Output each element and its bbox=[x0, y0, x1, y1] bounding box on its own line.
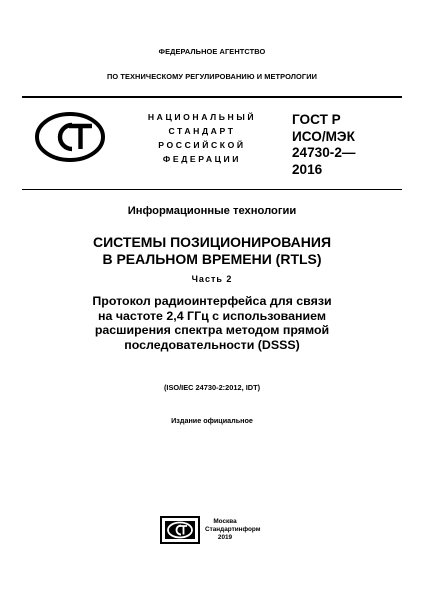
publisher-info: Москва Стандартинформ 2019 bbox=[205, 518, 261, 541]
national-standard-line1: НАЦИОНАЛЬНЫЙ bbox=[147, 112, 257, 122]
agency-name-line2: ПО ТЕХНИЧЕСКОМУ РЕГУЛИРОВАНИЮ И МЕТРОЛОГИИ bbox=[106, 72, 318, 81]
part-number: Часть 2 bbox=[191, 274, 233, 284]
main-title: СИСТЕМЫ ПОЗИЦИОНИРОВАНИЯ В РЕАЛЬНОМ ВРЕМЕНИ (RTLS) bbox=[92, 234, 332, 267]
standartinform-logo-icon bbox=[160, 516, 200, 544]
lower-divider bbox=[22, 189, 402, 190]
standard-designation: ГОСТ Р ИСО/МЭК 24730-2— 2016 bbox=[292, 112, 356, 177]
iso-reference: (ISO/IEC 24730-2:2012, IDT) bbox=[163, 383, 261, 392]
national-standard-line4: ФЕДЕРАЦИИ bbox=[162, 154, 242, 164]
agency-name-line1: ФЕДЕРАЛЬНОЕ АГЕНТСТВО bbox=[158, 47, 266, 56]
edition-label: Издание официальное bbox=[171, 416, 253, 425]
subject-title: Информационные технологии bbox=[127, 205, 297, 217]
national-standard-line3: РОССИЙСКОЙ bbox=[158, 140, 246, 150]
top-divider bbox=[22, 96, 402, 98]
gost-r-emblem-icon bbox=[34, 111, 106, 163]
part-subtitle: Протокол радиоинтерфейса для связи на частоте 2,4 ГГц с использованием расширения спектра методом прямой последовательности (DSSS) bbox=[92, 294, 332, 352]
national-standard-line2: СТАНДАРТ bbox=[168, 126, 236, 136]
